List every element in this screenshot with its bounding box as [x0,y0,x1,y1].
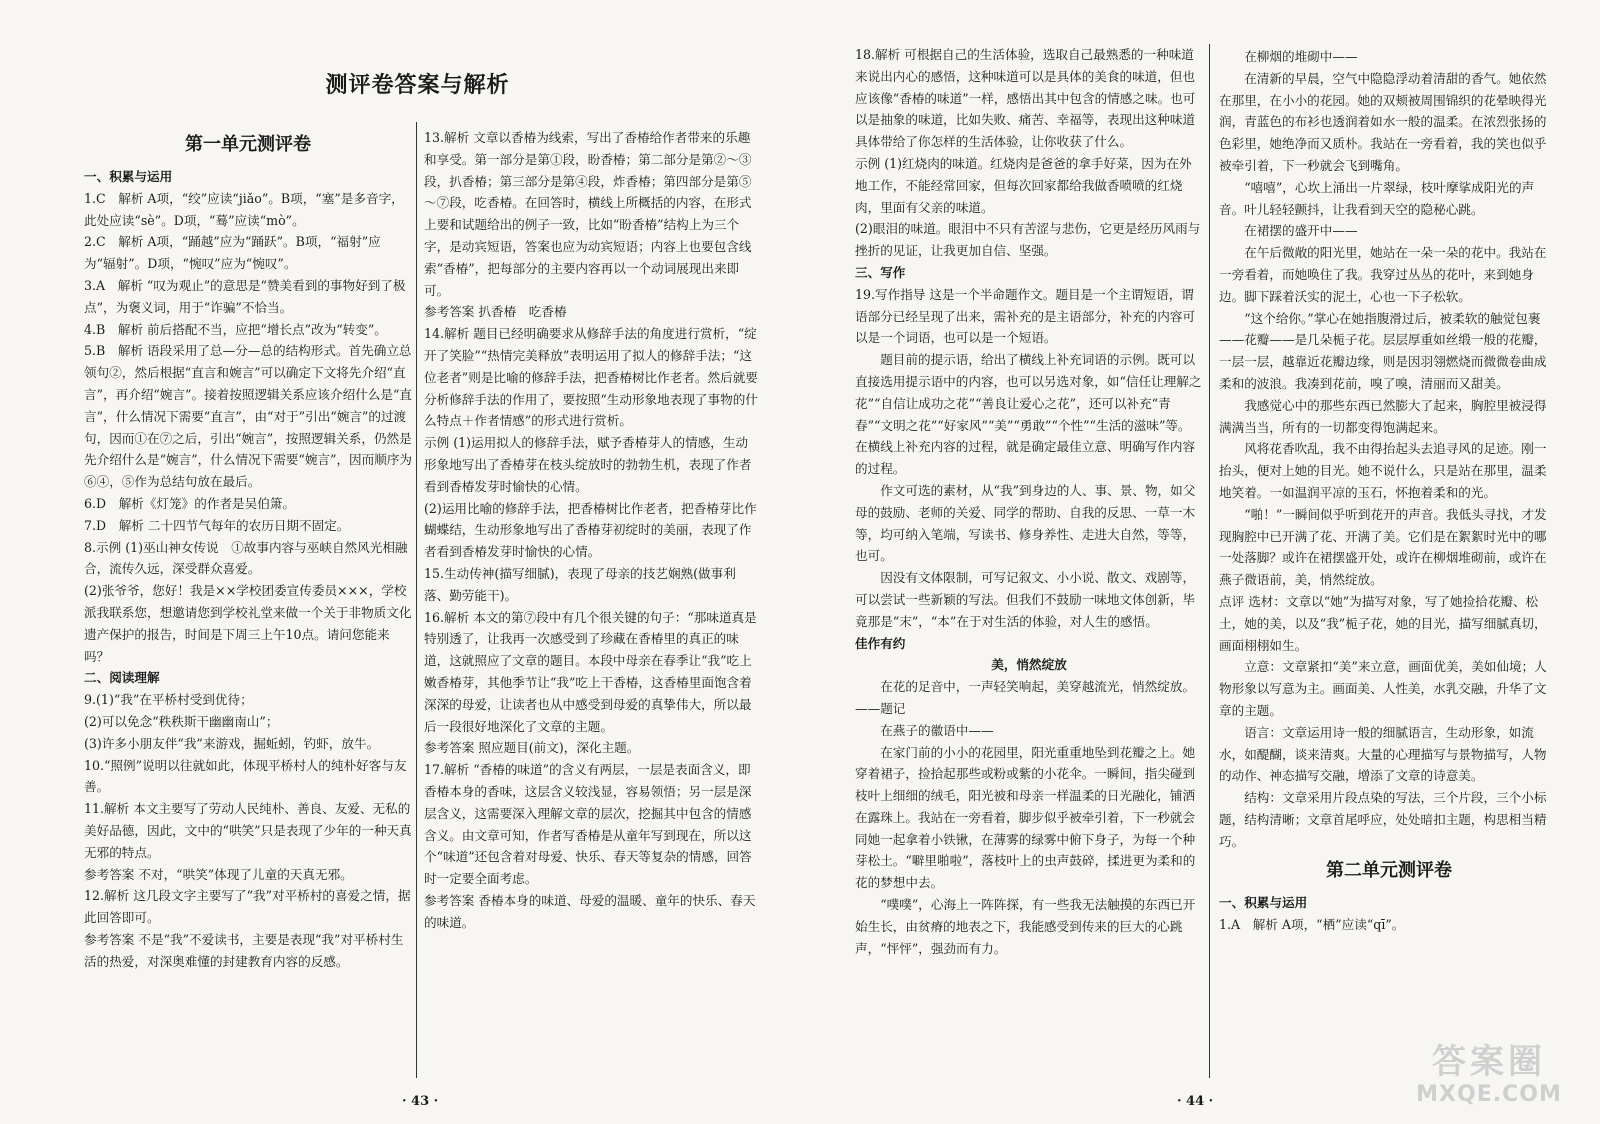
watermark-logo [1394,1042,1584,1114]
answer-paragraph: 我感觉心中的那些东西已然膨大了起来，胸腔里被浸得满满当当，所有的一切都变得饱满起来。 [1219,397,1547,435]
answer-paragraph: 作文可选的素材，从“我”到身边的人、事、景、物，如父母的鼓励、老师的关爱、同学的帮助、自我的反思、一草一木等，均可纳入笔端，写读书、修身养性、走进大自然，等等，也可。 [855,482,1196,564]
answer-paragraph: 在午后微敞的阳光里，她站在一朵一朵的花中。我站在一旁看着，而她唤住了我。我穿过丛丛的花叶，来到她身边。脚下踩着沃实的泥土，心也一下子松软。 [1219,245,1547,304]
unit-title: 第二单元测评卷 [1326,860,1452,882]
answer-paragraph: 18.解析 可根据自己的生活体验，选取自己最熟悉的一种味道来说出内心的感悟，这种味道可以是具体的美食的味道，但也应该像“香椿的味道”一样，感悟出其中包含的情感之味。也可以是抽象的味道，比如失败、痛苦、幸福等，表现出这种味道具体带给了你怎样的生活体验，让你收获了什么。 [855,47,1196,150]
right-column-1 [855,44,1203,1076]
col3-body [855,44,1203,959]
answer-paragraph: (3)许多小朋友伴“我”来游戏，掘蚯蚓，钓虾，放牛。 [84,735,380,751]
right-page [835,0,1600,1124]
answer-paragraph: 10.“照例”说明以往就如此，体现平桥村人的纯朴好客与友善。 [84,757,407,795]
answer-paragraph: (2)运用比喻的修辞手法，把香椿树比作老者，把香椿芽比作蝴蝶结，生动形象地写出了香椿芽初绽时的美丽，表现了作者看到香椿发芽时愉快的心情。 [424,500,757,560]
answer-paragraph: 19.写作指导 这是一个半命题作文。题目是一个主谓短语，谓语部分已经呈现了出来，需补充的是主语部分，补充的内容可以是一个词语，也可以是一个短语。 [855,286,1196,346]
answer-paragraph: 美，悄然绽放 [991,657,1067,673]
answer-paragraph: 1.A 解析 A项，“栖”应读“qī”。 [1219,917,1405,933]
section-heading: 一、积累与运用 [1219,895,1308,911]
answer-paragraph: 在家门前的小小的花园里，阳光重重地坠到花瓣之上。她穿着裙子，捡拾起那些或粉或紫的小花伞。一瞬间，指尖碰到枝叶上细细的绒毛，阳光被和母亲一样温柔的日光融化，铺洒在露珠上。我站在一旁看着，脚步似乎被牵引着，下一秒就会同她一起拿着小铁锹，在薄雾的绿雾中俯下身子，为每一个种芽松土。“噼里啪啦”，落枝叶上的虫声鼓碎，揉进更为柔和的花的梦想中去。 [855,744,1196,891]
section-heading: 佳作有约 [855,635,906,651]
answer-paragraph: 参考答案 香椿本身的味道、母爱的温暖、童年的快乐、春天的味道。 [424,892,756,930]
watermark-url: MXQE.COM [1416,1082,1562,1107]
answer-paragraph: “啪！”一瞬间似乎听到花开的声音。我低头寻找，才发现胸腔中已开满了花、开满了美。它们是在絮絮时光中的哪一处落脚？或许在裙摆盛开处，或许在柳烟堆砌前，或许在燕子微语前，美，悄然绽放。 [1219,506,1547,588]
answer-paragraph: 13.解析 文章以香椿为线索，写出了香椿给作者带来的乐趣和享受。第一部分是第①段，盼香椿；第二部分是第②～③段，扒香椿；第三部分是第④段，炸香椿；第四部分是第⑤～⑦段，吃香椿。在回答时，横线上所概括的内容，在形式上要和试题给出的例子一致，比如“盼香椿”结构上为三个字，是动宾短语，答案也应为动宾短语；内容上也要包含线索“香椿”，把每部分的主要内容再以一个动词展现出来即可。 [424,130,752,298]
answer-paragraph: 因没有文体限制，可写记叙文、小小说、散文、戏剧等，可以尝试一些新颖的写法。但我们不鼓励一味地文体创新，毕竟那是“末”，“本”在于对生活的体验，对人生的感悟。 [855,570,1196,629]
answer-paragraph: 参考答案 照应题目(前文)，深化主题。 [424,740,640,756]
answer-paragraph: 在裙摆的盛开中—— [1244,223,1358,239]
answer-paragraph: 在燕子的徽语中—— [880,722,994,738]
answer-paragraph: 11.解析 本文主要写了劳动人民纯朴、善良、友爱、无私的美好品德，因此，文中的“哄笑”只是表现了少年的一种天真无邪的特点。 [84,801,412,860]
page-number-left: · 43 · [402,1094,439,1109]
answer-paragraph: 语言：文章运用诗一般的细腻语言，生动形象，如流水，如醍醐，谈来清爽。大量的心理描写与景物描写，人物的动作、神态描写交融，增添了文章的诗意美。 [1219,724,1547,784]
answer-paragraph: 参考答案 不对，“哄笑”体现了儿童的天真无邪。 [84,866,353,882]
answer-paragraph: 16.解析 本文的第⑦段中有几个很关键的句子：“那味道真是特别透了，让我再一次感受到了珍藏在香椿里的真正的味道，这就照应了文章的题目。本段中母亲在春季让“我”吃上嫩香椿芽，其他季节让“我”吃上干香椿，这香椿里面饱含着深深的母爱，让读者也从中感受到母爱的真挚伟大，所以最后一段很好地深化了文章的主题。 [424,609,757,734]
answer-paragraph: 在清新的早晨，空气中隐隐浮动着清甜的香气。她依然在那里，在小小的花园。她的双颊被周围锦织的花晕映得光润，青蓝色的布衫也透润着如水一般的温柔。在浓烈张扬的色彩里，她绝净而又质朴。我站在一旁看着，我的笑也似乎被牵引着，下一秒就会飞到嘴角。 [1219,70,1547,173]
answer-paragraph: 在柳烟的堆砌中—— [1244,49,1358,64]
answer-paragraph: 示例 (1)运用拟人的修辞手法，赋予香椿芽人的情感，生动形象地写出了香椿芽在枝头绽放时的勃勃生机，表现了作者看到香椿发芽时愉快的心情。 [424,435,752,494]
answer-paragraph: 9.(1)“我”在平桥村受到优待； [84,692,253,708]
unit-1-title: 第一单元测评卷 [185,134,311,155]
col2-body [424,127,758,933]
answer-paragraph: “噗噗”，心海上一阵阵探，有一些我无法触摸的东西已开始生长，由贫瘠的地表之下，我能感受到传来的巨大的心跳声，“怦怦”，强劲而有力。 [855,897,1196,956]
answer-paragraph: 3.A 解析 “叹为观止”的意思是“赞美看到的事物好到了极点”，为褒义词，用于“诈骗”不恰当。 [84,277,406,315]
answer-paragraph: 7.D 解析 二十四节气每年的农历日期不固定。 [84,517,350,533]
answer-paragraph: 15.生动传神(描写细腻)，表现了母亲的技艺娴熟(做事利落、勤劳能干)。 [424,565,736,603]
answer-paragraph: 1.C 解析 A项，“绞”应读“jiǎo”。B项，“塞”是多音字，此处应读“sè”。D项，“蓦”应读“mò”。 [84,190,404,228]
answer-paragraph: 12.解析 这几段文字主要写了“我”对平桥村的喜爱之情，据此回答即可。 [84,888,411,926]
answer-paragraph: 风将花香吹乱，我不由得抬起头去追寻风的足迹。刚一抬头，便对上她的目光。她不说什么，只是站在那里，温柔地笑着。一如温润平凉的玉石，怀抱着柔和的光。 [1219,441,1547,500]
answer-paragraph: 结构：文章采用片段点染的写法，三个片段，三个小标题，结构清晰；文章首尾呼应，处处暗扣主题，构思相当精巧。 [1219,790,1547,849]
section-heading: 三、写作 [855,264,906,280]
watermark-text: 答案圈 [1432,1042,1546,1082]
answer-paragraph: 6.D 解析《灯笼》的作者是吴伯箫。 [84,495,296,511]
section-heading: 一、积累与运用 [84,169,173,184]
answer-paragraph: 5.B 解析 语段采用了总—分—总的结构形式。首先确立总领句②，然后根据“直言和婉言”可以确定下文将先介绍“直言”，再介绍“婉言”。接着按照逻辑关系应该介绍什么是“直言”，什么情况下需要“直言”，由“对于”引出“婉言”的过渡句，因而①在⑦之后，引出“婉言”，按照逻辑关系，仍然是先介绍什么是“婉言”，什么情况下需要“婉言”，因而顺序为⑥④，⑤作为总结句放在最后。 [84,343,412,490]
answer-paragraph: (2)可以免念“秩秩斯干幽幽南山”； [84,713,279,729]
page-number-right: · 44 · [1177,1094,1214,1109]
right-column-2 [1219,46,1559,1076]
answer-paragraph: 参考答案 扒香椿 吃香椿 [424,304,567,320]
col4-body [1219,46,1559,936]
answer-paragraph: 立意：文章紧扣“美”来立意，画面优美，美如仙境；人物形象以写意为主。画面美、人性美，水乳交融，升华了文章的主题。 [1219,659,1547,718]
answer-paragraph: 点评 选材：文章以“她”为描写对象，写了她捡拾花瓣、松土，她的美，以及“我”栀子花，她的目光，描写细腻真切，画面栩栩如生。 [1219,593,1547,653]
answer-paragraph: 4.B 解析 前后搭配不当，应把“增长点”改为“转变”。 [84,321,387,337]
column-divider [416,122,417,1078]
col1-body [84,166,412,972]
answer-paragraph: 题目前的提示语，给出了横线上补充词语的示例。既可以直接选用提示语中的内容，也可以另选对象，如“信任让理解之花”“自信让成功之花”“善良让爱心之花”，还可以补充“青春”“文明之花”“好家风”“美”“勇敢”“个性”“生活的滋味”等。在横线上补充内容的过程，就是确定最佳立意、明确写作内容的过程。 [855,352,1202,477]
section-heading: 二、阅读理解 [84,670,160,686]
answer-paragraph: 示例 (1)红烧肉的味道。红烧肉是爸爸的拿手好菜，因为在外地工作，不能经常回家，但每次回家都给我做香喷喷的红烧肉，里面有父亲的味道。 [855,155,1192,215]
column-divider-right [1209,44,1210,1078]
answer-paragraph: 在花的足音中，一声轻笑响起，美穿越流光，悄然绽放。——题记 [855,679,1196,716]
answer-paragraph: 8.示例 (1)巫山神女传说 ①故事内容与巫峡自然风光相融合，流传久远，深受群众喜爱。 [84,539,408,577]
left-column-1 [84,126,412,1076]
answer-paragraph: (2)张爷爷，您好！我是××学校团委宣传委员×××，学校派我联系您，想邀请您到学校礼堂来做一个关于非物质文化遗产保护的报告，时间是下周三上午10点。请问您能来吗？ [84,583,412,664]
answer-paragraph: 17.解析 “香椿的味道”的含义有两层，一层是表面含义，即香椿本身的香味，这层含义较浅显，容易领悟；另一层是深层含义，这需要深入理解文章的层次，挖掘其中包含的情感含义。由文章可知，作者写香椿是从童年写到现在，所以这个“味道”还包含着对母爱、快乐、春天等复杂的情感，回答时一定要全面考虑。 [424,762,752,887]
answer-paragraph: “这个给你。”掌心在她指腹滑过后，被柔软的触觉包裹——花瓣——是几朵栀子花。层层厚重如丝缎一般的花瓣，一层一层，越靠近花瓣边缘，则是因羽翎燃烧而微微卷曲成柔和的波浪。我凑到花前，嗅了嗅，清丽而又甜美。 [1219,310,1547,391]
left-column-2 [424,127,758,1077]
answer-paragraph: (2)眼泪的味道。眼泪中不只有苦涩与悲伤，它更是经历风雨与挫折的见证，让我更加自信、坚强。 [855,221,1201,259]
answer-paragraph: 14.解析 题目已经明确要求从修辞手法的角度进行赏析，“绽开了笑脸”“热情完美释放”表明运用了拟人的修辞手法；“这位老者”则是比喻的修辞手法，把香椿树比作老者。然后就要分析修辞手法的作用了，要按照“生动形象地表现了事物的什么特点＋作者情感”的形式进行赏析。 [424,326,758,429]
answer-paragraph: 2.C 解析 A项，“踊越”应为“踊跃”。B项，“福射”应为“辐射”。D项，“惋叹”应为“惋叹”。 [84,234,381,272]
answer-paragraph: “嘻嘻”，心坎上涌出一片翠绿，枝叶摩挲成阳光的声音。叶儿轻轻颤抖，让我看到天空的隐秘心跳。 [1219,179,1535,217]
answer-paragraph: 参考答案 不是“我”不爱读书，主要是表现“我”对平桥村生活的热爱，对深奥难懂的封建教育内容的反感。 [84,931,404,969]
page-title: 测评卷答案与解析 [325,73,510,98]
